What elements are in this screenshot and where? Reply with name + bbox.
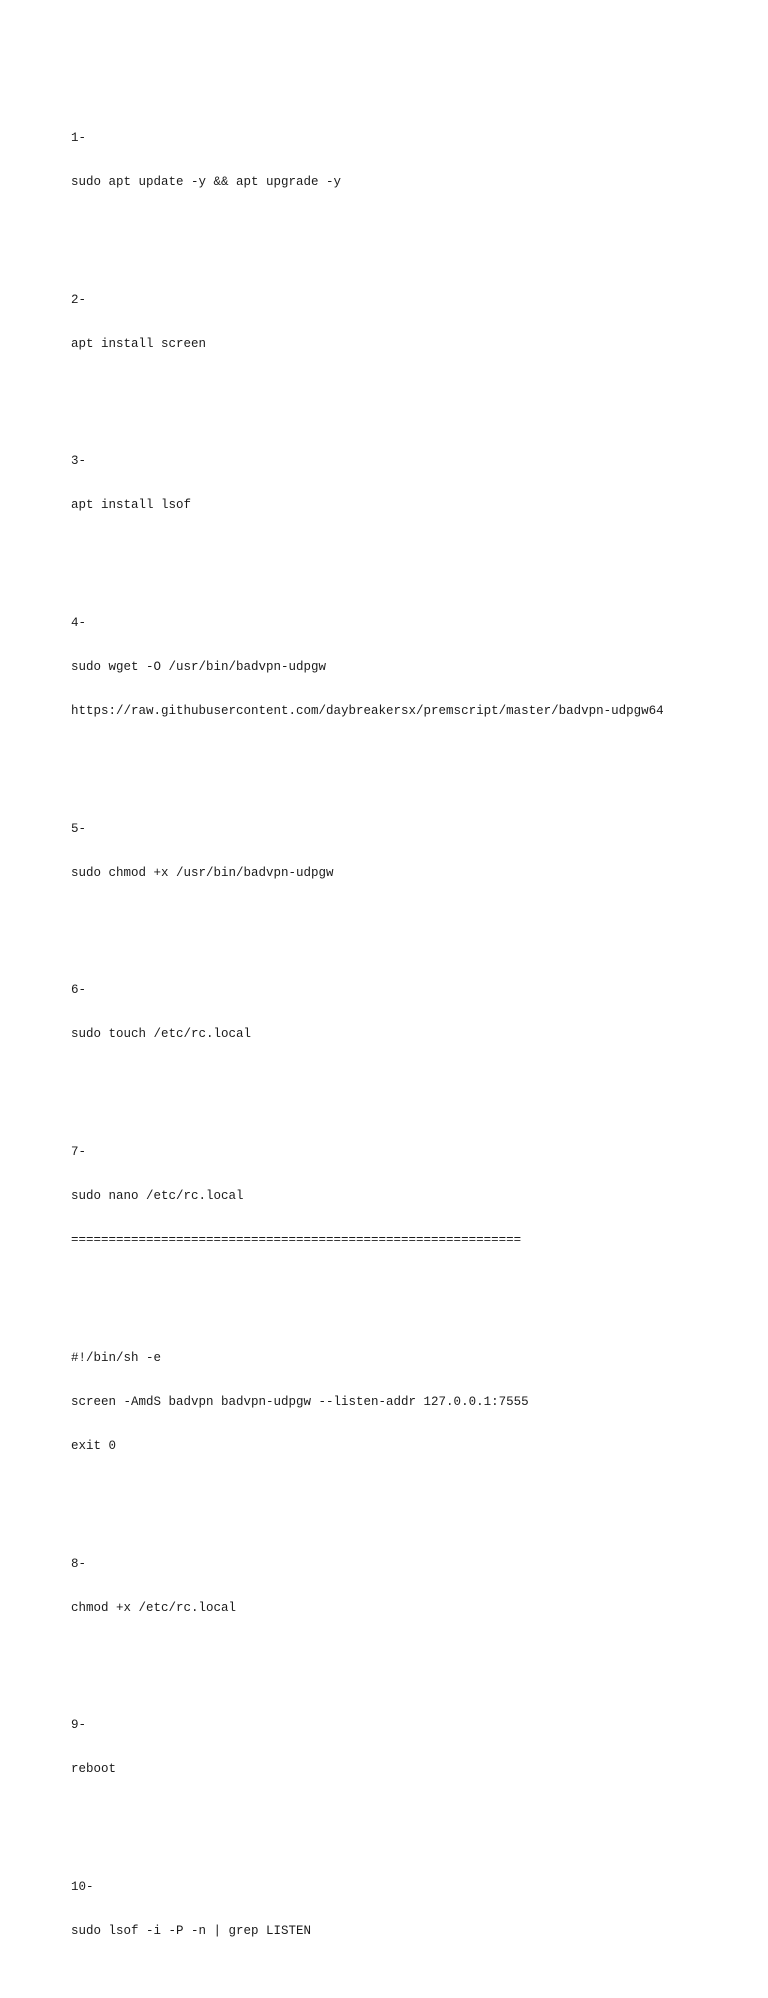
command-line: reboot bbox=[71, 1762, 117, 1777]
step-3 bbox=[71, 425, 751, 543]
step-number: 2- bbox=[71, 292, 87, 307]
script-line: exit 0 bbox=[71, 1439, 117, 1453]
step-7 bbox=[71, 1116, 751, 1278]
step-number: 6- bbox=[71, 983, 87, 998]
command-line: sudo nano /etc/rc.local bbox=[71, 1189, 244, 1204]
step-4 bbox=[71, 586, 751, 748]
step-number: 8- bbox=[71, 1556, 87, 1571]
download-url: https://raw.githubusercontent.com/daybreakersx/premscript/master/badvpn-udpgw64 bbox=[71, 704, 664, 719]
step-5 bbox=[71, 792, 751, 910]
script-line: screen -AmdS badvpn badvpn-udpgw --listen-addr 127.0.0.1:7555 bbox=[71, 1394, 529, 1409]
command-line: sudo chmod +x /usr/bin/badvpn-udpgw bbox=[71, 865, 334, 880]
step-10 bbox=[71, 1851, 751, 1969]
command-line: sudo touch /etc/rc.local bbox=[71, 1027, 252, 1042]
step-number: 3- bbox=[71, 454, 87, 469]
step-number: 10- bbox=[71, 1879, 94, 1894]
step-number: 4- bbox=[71, 615, 87, 630]
script-line: #!/bin/sh -e bbox=[71, 1350, 162, 1365]
step-number: 9- bbox=[71, 1718, 87, 1733]
command-line: chmod +x /etc/rc.local bbox=[71, 1600, 237, 1615]
step-2 bbox=[71, 263, 751, 381]
rc-local-contents bbox=[71, 1321, 751, 1483]
step-1 bbox=[71, 101, 751, 219]
step-8 bbox=[71, 1527, 751, 1645]
command-line: apt install lsof bbox=[71, 498, 192, 513]
step-number: 5- bbox=[71, 821, 87, 836]
command-line: sudo wget -O /usr/bin/badvpn-udpgw bbox=[71, 659, 327, 674]
document-body bbox=[71, 72, 751, 1998]
command-line: apt install screen bbox=[71, 336, 207, 351]
command-line: sudo apt update -y && apt upgrade -y bbox=[71, 174, 342, 189]
command-line: sudo lsof -i -P -n | grep LISTEN bbox=[71, 1924, 312, 1939]
step-number: 1- bbox=[71, 130, 87, 145]
step-number: 7- bbox=[71, 1145, 87, 1160]
step-9 bbox=[71, 1689, 751, 1807]
separator-line: ============================================================ bbox=[71, 1233, 522, 1248]
step-6 bbox=[71, 954, 751, 1072]
